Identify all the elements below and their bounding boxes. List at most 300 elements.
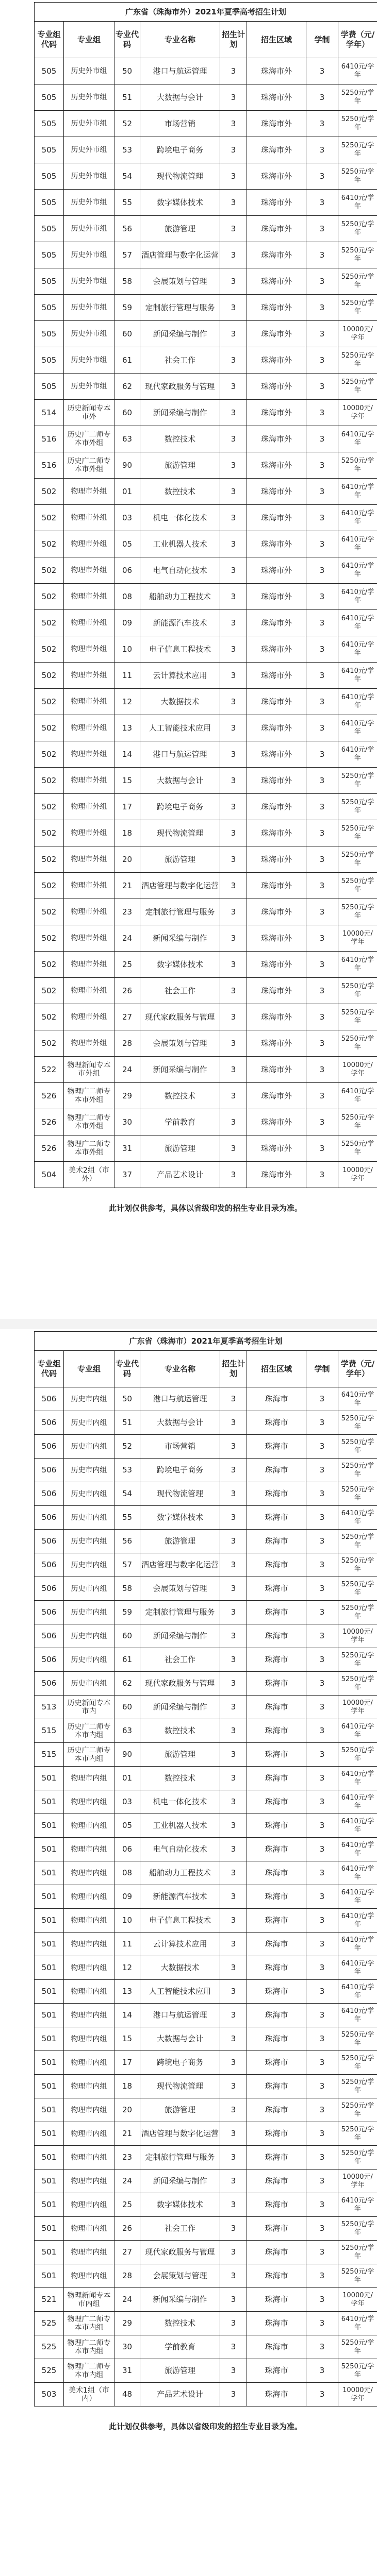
table-row xyxy=(35,2264,377,2288)
cell-group-name: 历史新闻专本市内 xyxy=(64,1696,114,1719)
cell-major-name: 云计算技术应用 xyxy=(140,663,220,689)
cell-quota: 3 xyxy=(220,1838,247,1861)
cell-group-name: 历史外市组 xyxy=(64,111,114,137)
cell-major-code: 60 xyxy=(114,1624,140,1648)
cell-quota: 3 xyxy=(220,1482,247,1506)
cell-quota: 3 xyxy=(220,2264,247,2288)
cell-quota: 3 xyxy=(220,1933,247,1956)
cell-major-code: 23 xyxy=(114,899,140,925)
cell-duration: 3 xyxy=(306,1980,338,2004)
cell-region: 珠海市外 xyxy=(247,1136,306,1162)
cell-tuition: 6410元/学年 xyxy=(338,584,377,610)
cell-region: 珠海市 xyxy=(247,2146,306,2170)
cell-duration: 3 xyxy=(306,820,338,846)
cell-major-code: 26 xyxy=(114,978,140,1004)
cell-region: 珠海市 xyxy=(247,1838,306,1861)
table-row xyxy=(35,584,377,610)
cell-major-name: 市场营销 xyxy=(140,1435,220,1459)
cell-major-name: 旅游管理 xyxy=(140,1136,220,1162)
cell-tuition: 5250元/学年 xyxy=(338,452,377,479)
cell-group-code: 506 xyxy=(35,1482,64,1506)
cell-region: 珠海市 xyxy=(247,1861,306,1885)
cell-tuition: 5250元/学年 xyxy=(338,1435,377,1459)
cell-group-code: 501 xyxy=(35,1909,64,1933)
cell-region: 珠海市外 xyxy=(247,216,306,242)
cell-group-code: 502 xyxy=(35,952,64,978)
cell-major-code: 18 xyxy=(114,2075,140,2098)
cell-group-code: 506 xyxy=(35,1506,64,1530)
cell-major-name: 新闻采编与制作 xyxy=(140,2288,220,2312)
cell-group-name: 历史广二师专本市内组 xyxy=(64,1719,114,1743)
cell-tuition: 6410元/学年 xyxy=(338,1933,377,1956)
cell-duration: 3 xyxy=(306,400,338,426)
table-row xyxy=(35,242,377,268)
cell-duration: 3 xyxy=(306,295,338,321)
cell-quota: 3 xyxy=(220,952,247,978)
cell-region: 珠海市 xyxy=(247,1814,306,1838)
cell-duration: 3 xyxy=(306,111,338,137)
cell-group-name: 物理市内组 xyxy=(64,2122,114,2146)
cell-duration: 3 xyxy=(306,899,338,925)
cell-tuition: 5250元/学年 xyxy=(338,268,377,295)
cell-tuition: 6410元/学年 xyxy=(338,1790,377,1814)
table-row xyxy=(35,1790,377,1814)
cell-quota: 3 xyxy=(220,2193,247,2217)
table-row xyxy=(35,1719,377,1743)
cell-region: 珠海市外 xyxy=(247,1057,306,1083)
cell-group-code: 513 xyxy=(35,1696,64,1719)
cell-major-name: 酒店管理与数字化运营 xyxy=(140,873,220,899)
table-row xyxy=(35,1435,377,1459)
cell-duration: 3 xyxy=(306,689,338,715)
table-row xyxy=(35,794,377,820)
table-row xyxy=(35,1814,377,1838)
cell-major-code: 17 xyxy=(114,794,140,820)
cell-region: 珠海市 xyxy=(247,1482,306,1506)
cell-group-name: 物理市外组 xyxy=(64,899,114,925)
table-row xyxy=(35,846,377,873)
cell-region: 珠海市外 xyxy=(247,295,306,321)
cell-group-code: 521 xyxy=(35,2288,64,2312)
cell-duration: 3 xyxy=(306,952,338,978)
cell-group-code: 505 xyxy=(35,321,64,347)
cell-quota: 3 xyxy=(220,557,247,584)
cell-tuition: 10000元/学年 xyxy=(338,1696,377,1719)
cell-group-code: 505 xyxy=(35,216,64,242)
cell-major-name: 大数据技术 xyxy=(140,689,220,715)
cell-tuition: 5250元/学年 xyxy=(338,295,377,321)
cell-major-name: 会展策划与管理 xyxy=(140,1030,220,1057)
cell-group-name: 物理市外组 xyxy=(64,1004,114,1030)
cell-group-code: 505 xyxy=(35,84,64,111)
table-row xyxy=(35,715,377,741)
cell-group-name: 物理市内组 xyxy=(64,2075,114,2098)
cell-tuition: 5250元/学年 xyxy=(338,137,377,163)
cell-group-code: 505 xyxy=(35,163,64,190)
cell-major-name: 工业机器人技术 xyxy=(140,531,220,557)
cell-major-name: 现代物流管理 xyxy=(140,1482,220,1506)
cell-major-code: 57 xyxy=(114,242,140,268)
cell-major-name: 机电一体化技术 xyxy=(140,505,220,531)
table-row xyxy=(35,1057,377,1083)
cell-region: 珠海市外 xyxy=(247,268,306,295)
cell-major-name: 旅游管理 xyxy=(140,216,220,242)
cell-tuition: 10000元/学年 xyxy=(338,2170,377,2193)
cell-region: 珠海市外 xyxy=(247,794,306,820)
cell-major-name: 旅游管理 xyxy=(140,2098,220,2122)
table-row xyxy=(35,689,377,715)
cell-region: 珠海市 xyxy=(247,2264,306,2288)
cell-major-name: 现代家政服务与管理 xyxy=(140,1672,220,1696)
cell-tuition: 5250元/学年 xyxy=(338,1743,377,1767)
cell-tuition: 6410元/学年 xyxy=(338,636,377,663)
cell-quota: 3 xyxy=(220,584,247,610)
cell-region: 珠海市 xyxy=(247,1411,306,1435)
cell-duration: 3 xyxy=(306,2122,338,2146)
cell-quota: 3 xyxy=(220,1980,247,2004)
cell-quota: 3 xyxy=(220,2027,247,2051)
cell-major-code: 01 xyxy=(114,1767,140,1790)
table-row xyxy=(35,873,377,899)
footnote: 此计划仅供参考，具体以省级印发的招生专业目录为准。 xyxy=(108,2422,302,2431)
cell-group-name: 物理市外组 xyxy=(64,584,114,610)
cell-tuition: 6410元/学年 xyxy=(338,557,377,584)
cell-tuition: 6410元/学年 xyxy=(338,610,377,636)
table-row xyxy=(35,1933,377,1956)
table-title: 广东省（珠海市）2021年夏季高考招生计划 xyxy=(34,1331,377,1350)
cell-duration: 3 xyxy=(306,1624,338,1648)
cell-major-name: 定制旅行管理与服务 xyxy=(140,1601,220,1624)
cell-group-code: 516 xyxy=(35,426,64,452)
cell-quota: 3 xyxy=(220,1435,247,1459)
cell-duration: 3 xyxy=(306,636,338,663)
cell-quota: 3 xyxy=(220,2051,247,2075)
cell-tuition: 6410元/学年 xyxy=(338,1387,377,1411)
cell-group-name: 物理市内组 xyxy=(64,1933,114,1956)
cell-duration: 3 xyxy=(306,505,338,531)
cell-tuition: 5250元/学年 xyxy=(338,846,377,873)
cell-duration: 3 xyxy=(306,1004,338,1030)
cell-group-name: 物理市外组 xyxy=(64,663,114,689)
cell-major-name: 跨境电子商务 xyxy=(140,2051,220,2075)
cell-quota: 3 xyxy=(220,1030,247,1057)
cell-duration: 3 xyxy=(306,1648,338,1672)
cell-region: 珠海市 xyxy=(247,2193,306,2217)
cell-tuition: 5250元/学年 xyxy=(338,1459,377,1482)
cell-group-code: 506 xyxy=(35,1624,64,1648)
cell-group-code: 526 xyxy=(35,1136,64,1162)
table-row xyxy=(35,58,377,84)
cell-group-name: 历史市内组 xyxy=(64,1411,114,1435)
cell-region: 珠海市 xyxy=(247,1624,306,1648)
cell-major-name: 社会工作 xyxy=(140,2217,220,2241)
table-row xyxy=(35,2051,377,2075)
cell-duration: 3 xyxy=(306,2264,338,2288)
cell-major-name: 酒店管理与数字化运营 xyxy=(140,1553,220,1577)
cell-group-code: 505 xyxy=(35,242,64,268)
cell-region: 珠海市外 xyxy=(247,741,306,768)
table-row xyxy=(35,2004,377,2027)
table-row xyxy=(35,2098,377,2122)
cell-duration: 3 xyxy=(306,2288,338,2312)
cell-group-code: 502 xyxy=(35,663,64,689)
cell-region: 珠海市 xyxy=(247,1933,306,1956)
cell-major-code: 18 xyxy=(114,820,140,846)
table-row xyxy=(35,2122,377,2146)
table-row xyxy=(35,1109,377,1136)
cell-major-name: 新能源汽车技术 xyxy=(140,610,220,636)
cell-region: 珠海市 xyxy=(247,1459,306,1482)
cell-tuition: 6410元/学年 xyxy=(338,505,377,531)
cell-group-code: 506 xyxy=(35,1435,64,1459)
cell-group-code: 501 xyxy=(35,2075,64,2098)
cell-region: 珠海市外 xyxy=(247,321,306,347)
cell-duration: 3 xyxy=(306,2241,338,2264)
cell-group-code: 506 xyxy=(35,1648,64,1672)
cell-group-name: 历史外市组 xyxy=(64,190,114,216)
cell-group-name: 物理市外组 xyxy=(64,1030,114,1057)
cell-tuition: 6410元/学年 xyxy=(338,1767,377,1790)
cell-major-code: 58 xyxy=(114,268,140,295)
table-row xyxy=(35,1696,377,1719)
cell-duration: 3 xyxy=(306,557,338,584)
cell-major-name: 大数据与会计 xyxy=(140,84,220,111)
cell-quota: 3 xyxy=(220,899,247,925)
table-row xyxy=(35,768,377,794)
cell-duration: 3 xyxy=(306,1057,338,1083)
cell-group-name: 物理广二师专本市外组 xyxy=(64,1083,114,1109)
cell-major-code: 09 xyxy=(114,610,140,636)
cell-region: 珠海市 xyxy=(247,1909,306,1933)
cell-group-name: 历史新闻专本市外 xyxy=(64,400,114,426)
header-major-code: 专业代码 xyxy=(114,22,140,58)
table-row xyxy=(35,1672,377,1696)
table-row xyxy=(35,2075,377,2098)
cell-quota: 3 xyxy=(220,610,247,636)
cell-quota: 3 xyxy=(220,1459,247,1482)
cell-quota: 3 xyxy=(220,216,247,242)
cell-tuition: 6410元/学年 xyxy=(338,663,377,689)
cell-quota: 3 xyxy=(220,2359,247,2383)
cell-region: 珠海市外 xyxy=(247,374,306,400)
cell-duration: 3 xyxy=(306,1109,338,1136)
cell-major-code: 30 xyxy=(114,2335,140,2359)
cell-group-code: 502 xyxy=(35,741,64,768)
cell-region: 珠海市外 xyxy=(247,190,306,216)
table-row xyxy=(35,1083,377,1109)
cell-group-code: 501 xyxy=(35,2241,64,2264)
table-row xyxy=(35,111,377,137)
cell-group-name: 历史广二师专本市内组 xyxy=(64,1743,114,1767)
cell-group-name: 物理市外组 xyxy=(64,952,114,978)
cell-group-name: 物理市内组 xyxy=(64,1838,114,1861)
cell-region: 珠海市外 xyxy=(247,1109,306,1136)
cell-group-code: 505 xyxy=(35,374,64,400)
cell-tuition: 5250元/学年 xyxy=(338,374,377,400)
cell-tuition: 6410元/学年 xyxy=(338,952,377,978)
cell-group-name: 物理广二师专本市外组 xyxy=(64,1109,114,1136)
cell-major-code: 12 xyxy=(114,1956,140,1980)
table-row xyxy=(35,2359,377,2383)
cell-major-name: 大数据技术 xyxy=(140,1956,220,1980)
cell-group-code: 501 xyxy=(35,2027,64,2051)
cell-major-code: 61 xyxy=(114,1648,140,1672)
cell-duration: 3 xyxy=(306,2146,338,2170)
cell-duration: 3 xyxy=(306,2335,338,2359)
cell-group-code: 501 xyxy=(35,1767,64,1790)
cell-quota: 3 xyxy=(220,163,247,190)
cell-tuition: 6410元/学年 xyxy=(338,531,377,557)
header-row xyxy=(35,22,377,58)
cell-quota: 3 xyxy=(220,2288,247,2312)
header-major-name: 专业名称 xyxy=(140,22,220,58)
cell-group-name: 物理市内组 xyxy=(64,2027,114,2051)
cell-group-name: 物理市内组 xyxy=(64,1885,114,1909)
cell-group-code: 505 xyxy=(35,268,64,295)
cell-region: 珠海市外 xyxy=(247,531,306,557)
cell-group-name: 历史市内组 xyxy=(64,1459,114,1482)
table-row xyxy=(35,1743,377,1767)
cell-quota: 3 xyxy=(220,2004,247,2027)
cell-region: 珠海市 xyxy=(247,1387,306,1411)
cell-major-name: 产品艺术设计 xyxy=(140,2383,220,2406)
cell-major-code: 03 xyxy=(114,1790,140,1814)
header-tuition: 学费（元/学年） xyxy=(338,1351,377,1387)
cell-tuition: 5250元/学年 xyxy=(338,2051,377,2075)
cell-major-code: 52 xyxy=(114,111,140,137)
cell-duration: 3 xyxy=(306,768,338,794)
cell-region: 珠海市 xyxy=(247,1743,306,1767)
cell-group-code: 501 xyxy=(35,2170,64,2193)
cell-major-code: 13 xyxy=(114,1980,140,2004)
cell-tuition: 5250元/学年 xyxy=(338,2241,377,2264)
cell-tuition: 6410元/学年 xyxy=(338,2004,377,2027)
cell-group-name: 物理市内组 xyxy=(64,2170,114,2193)
enrollment-table xyxy=(34,1331,377,2406)
cell-quota: 3 xyxy=(220,1719,247,1743)
cell-quota: 3 xyxy=(220,374,247,400)
cell-duration: 3 xyxy=(306,741,338,768)
table-row xyxy=(35,1136,377,1162)
cell-group-name: 物理市外组 xyxy=(64,505,114,531)
cell-group-name: 物理市内组 xyxy=(64,2264,114,2288)
table-row xyxy=(35,2217,377,2241)
cell-major-name: 数字媒体技术 xyxy=(140,952,220,978)
cell-quota: 3 xyxy=(220,1696,247,1719)
cell-region: 珠海市 xyxy=(247,1672,306,1696)
cell-quota: 3 xyxy=(220,2170,247,2193)
cell-tuition: 5250元/学年 xyxy=(338,768,377,794)
cell-region: 珠海市 xyxy=(247,2122,306,2146)
cell-group-code: 506 xyxy=(35,1577,64,1601)
cell-major-name: 电子信息工程技术 xyxy=(140,1909,220,1933)
cell-major-code: 12 xyxy=(114,689,140,715)
cell-quota: 3 xyxy=(220,715,247,741)
cell-tuition: 5250元/学年 xyxy=(338,2027,377,2051)
cell-major-code: 60 xyxy=(114,400,140,426)
cell-major-code: 26 xyxy=(114,2217,140,2241)
cell-group-code: 506 xyxy=(35,1411,64,1435)
cell-group-code: 506 xyxy=(35,1459,64,1482)
cell-duration: 3 xyxy=(306,1482,338,1506)
cell-region: 珠海市外 xyxy=(247,1162,306,1188)
cell-duration: 3 xyxy=(306,163,338,190)
header-group-code: 专业组代码 xyxy=(35,22,64,58)
cell-region: 珠海市外 xyxy=(247,899,306,925)
cell-group-name: 历史外市组 xyxy=(64,268,114,295)
cell-duration: 3 xyxy=(306,347,338,374)
cell-major-code: 05 xyxy=(114,531,140,557)
cell-tuition: 5250元/学年 xyxy=(338,242,377,268)
table-row xyxy=(35,2170,377,2193)
cell-group-name: 物理市外组 xyxy=(64,741,114,768)
cell-tuition: 5250元/学年 xyxy=(338,2122,377,2146)
cell-group-name: 物理市内组 xyxy=(64,2051,114,2075)
cell-major-name: 港口与航运管理 xyxy=(140,1387,220,1411)
cell-region: 珠海市 xyxy=(247,2051,306,2075)
cell-tuition: 10000元/学年 xyxy=(338,1057,377,1083)
cell-region: 珠海市 xyxy=(247,2004,306,2027)
cell-group-code: 502 xyxy=(35,584,64,610)
cell-region: 珠海市 xyxy=(247,2075,306,2098)
cell-region: 珠海市外 xyxy=(247,846,306,873)
cell-group-code: 502 xyxy=(35,715,64,741)
cell-group-name: 历史市内组 xyxy=(64,1672,114,1696)
cell-major-name: 定制旅行管理与服务 xyxy=(140,295,220,321)
cell-tuition: 5250元/学年 xyxy=(338,1482,377,1506)
cell-major-code: 14 xyxy=(114,2004,140,2027)
cell-group-name: 历史市内组 xyxy=(64,1530,114,1553)
cell-major-name: 产品艺术设计 xyxy=(140,1162,220,1188)
table-row xyxy=(35,190,377,216)
cell-major-code: 90 xyxy=(114,452,140,479)
cell-group-name: 物理广二师专本市内组 xyxy=(64,2312,114,2335)
cell-duration: 3 xyxy=(306,1790,338,1814)
header-tuition: 学费（元/学年） xyxy=(338,22,377,58)
cell-group-name: 历史外市组 xyxy=(64,216,114,242)
cell-major-code: 63 xyxy=(114,426,140,452)
cell-group-name: 历史外市组 xyxy=(64,137,114,163)
cell-quota: 3 xyxy=(220,531,247,557)
cell-duration: 3 xyxy=(306,1956,338,1980)
cell-major-code: 56 xyxy=(114,216,140,242)
cell-tuition: 5250元/学年 xyxy=(338,84,377,111)
cell-major-name: 大数据与会计 xyxy=(140,768,220,794)
cell-group-name: 物理新闻专本市内组 xyxy=(64,2288,114,2312)
cell-duration: 3 xyxy=(306,925,338,952)
table-row xyxy=(35,820,377,846)
cell-group-name: 物理市内组 xyxy=(64,1861,114,1885)
cell-quota: 3 xyxy=(220,1648,247,1672)
table-row xyxy=(35,1838,377,1861)
cell-quota: 3 xyxy=(220,873,247,899)
cell-major-name: 现代家政服务与管理 xyxy=(140,2241,220,2264)
cell-major-code: 54 xyxy=(114,1482,140,1506)
table-row xyxy=(35,137,377,163)
cell-group-code: 526 xyxy=(35,1083,64,1109)
cell-region: 珠海市外 xyxy=(247,1083,306,1109)
header-group-name: 专业组 xyxy=(64,22,114,58)
cell-region: 珠海市外 xyxy=(247,715,306,741)
cell-group-name: 物理新闻专本市外组 xyxy=(64,1057,114,1083)
table-row xyxy=(35,557,377,584)
cell-group-code: 515 xyxy=(35,1743,64,1767)
cell-tuition: 6410元/学年 xyxy=(338,1885,377,1909)
cell-duration: 3 xyxy=(306,2004,338,2027)
cell-region: 珠海市 xyxy=(247,1885,306,1909)
cell-quota: 3 xyxy=(220,2146,247,2170)
cell-tuition: 5250元/学年 xyxy=(338,2335,377,2359)
